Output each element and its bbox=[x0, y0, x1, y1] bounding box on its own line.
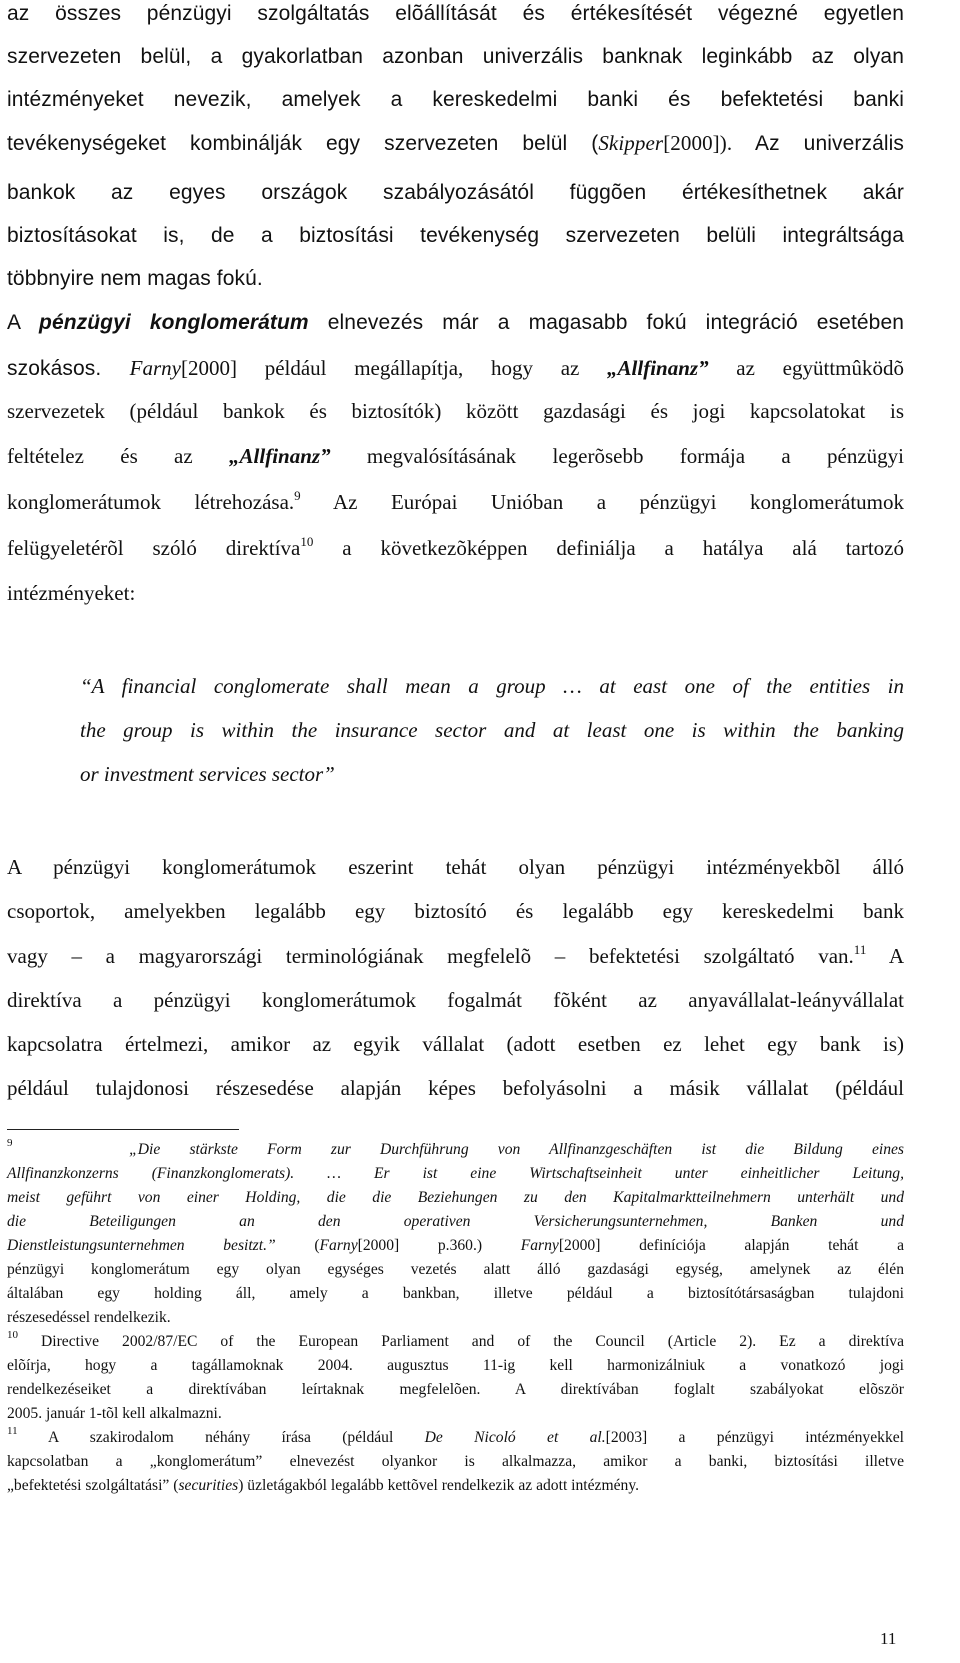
text-line: szervezeten belül, a gyakorlatban azonban univerzális banknak leginkább az olyan bbox=[7, 45, 904, 68]
text-line: az összes pénzügyi szolgáltatás elõállítását és értékesítését végezné egyetlen bbox=[7, 2, 904, 25]
text-line: intézményeket nevezik, amelyek a kereskedelmi banki és befektetési banki bbox=[7, 88, 904, 111]
text-line: tevékenységeket kombinálják egy szervezeten belül (Skipper[2000]). Az univerzális bbox=[7, 131, 904, 155]
text-line: 2005. január 1-tõl kell alkalmazni. bbox=[7, 1405, 222, 1422]
text-line: direktíva a pénzügyi konglomerátumok fogalmát fõként az anyavállalat-leányvállalat bbox=[7, 988, 904, 1012]
text-line: részesedéssel rendelkezik. bbox=[7, 1309, 171, 1326]
page-number: 11 bbox=[880, 1629, 897, 1648]
text-line: többnyire nem magas fokú. bbox=[7, 267, 263, 290]
key-term: „Allfinanz” bbox=[607, 356, 709, 380]
footnote-9: $^9$ „Die stärkste Form zur Durchführung von Allfinanzgeschäften ist die Bildung eines bbox=[7, 1137, 904, 1158]
text-line: szokásos. Farny[2000] például megállapítja, hogy az „Allfinanz” az együttmûködõ bbox=[7, 356, 904, 380]
text-line: elõírja, hogy a tagállamoknak 2004. augusztus 11-ig kell harmonizálniuk a vonatkozó jogi bbox=[7, 1357, 904, 1374]
text-line: bankok az egyes országok szabályozásától függõen értékesíthetnek akár bbox=[7, 181, 904, 204]
text-line: szervezetek (például bankok és biztosítók) között gazdasági és jogi kapcsolatokat is bbox=[7, 399, 904, 423]
text-line: intézményeket: bbox=[7, 581, 136, 605]
footnote-number: 11 bbox=[7, 1425, 18, 1437]
citation: Skipper bbox=[598, 131, 664, 155]
text-line: biztosításokat is, de a biztosítási tevékenység szervezeten belüli integráltsága bbox=[7, 224, 904, 247]
quote-line: the group is within the insurance sector and at least one is within the banking bbox=[80, 718, 904, 742]
text-line: konglomerátumok létrehozása.$^9$ Az Európai Unióban a pénzügyi konglomerátumok bbox=[7, 488, 904, 514]
footnote-number: 10 bbox=[7, 1329, 18, 1341]
text-line: die Beteiligungen an den operativen Versicherungsunternehmen, Banken und bbox=[7, 1213, 904, 1230]
citation: Farny bbox=[319, 1237, 358, 1254]
key-term: „Allfinanz” bbox=[229, 444, 331, 468]
text-line: például tulajdonosi részesedése alapján képes befolyásolni a másik vállalat (például bbox=[7, 1076, 904, 1100]
footnote-ref[interactable]: 9 bbox=[294, 488, 301, 503]
text-line: Allfinanzkonzerns (Finanzkonglomerats). … Er ist eine Wirtschaftseinheit unter einheitlicher Leitung, bbox=[7, 1165, 904, 1182]
footnote-10: $^{10}$ Directive 2002/87/EC of the European Parliament and of the Council (Article 2). Ez a direktíva bbox=[7, 1329, 904, 1350]
text-line: vagy – a magyarországi terminológiának megfelelõ – befektetési szolgáltató van.$^{11}$ A bbox=[7, 942, 904, 968]
text-line: csoportok, amelyekben legalább egy biztosító és legalább egy kereskedelmi bank bbox=[7, 899, 904, 923]
text-line: kapcsolatra értelmezi, amikor az egyik vállalat (adott esetben ez lehet egy bank is) bbox=[7, 1032, 904, 1056]
text-line: feltételez és az „Allfinanz” megvalósításának legerõsebb formája a pénzügyi bbox=[7, 444, 905, 468]
text-line: „befektetési szolgáltatási” (securities) üzletágakból legalább kettõvel rendelkezik az adott intézmény. bbox=[7, 1477, 640, 1494]
text-line: A pénzügyi konglomerátum elnevezés már a magasabb fokú integráció esetében bbox=[7, 311, 905, 334]
footnote-separator bbox=[7, 1129, 239, 1130]
text-line: Dienstleistungsunternehmen besitzt.” (Farny[2000] p.360.) Farny[2000] definíciója alapján tehát a bbox=[7, 1237, 904, 1254]
quote-line: “A financial conglomerate shall mean a group … at east one of the entities in bbox=[80, 674, 904, 698]
text-line: meist geführt von einer Holding, die die Beziehungen zu den Kapitalmarktteilnehmern unterhält und bbox=[7, 1189, 904, 1206]
quote-line: or investment services sector” bbox=[80, 762, 335, 786]
key-term: pénzügyi konglomerátum bbox=[39, 311, 309, 334]
text-line: pénzügyi konglomerátum egy olyan egységes vezetés alatt álló gazdasági egység, amelynek az élén bbox=[7, 1261, 904, 1278]
text-line: általában egy holding áll, amely a bankban, illetve például a biztosítótársaságban tulajdoni bbox=[7, 1285, 904, 1302]
text-line: A pénzügyi konglomerátumok eszerint tehát olyan pénzügyi intézményekbõl álló bbox=[7, 855, 904, 879]
footnote-11: $^{11}$ A szakirodalom néhány írása (például De Nicoló et al.[2003] a pénzügyi intézményekkel bbox=[7, 1425, 904, 1446]
citation: Farny bbox=[129, 356, 181, 380]
footnote-ref[interactable]: 11 bbox=[853, 942, 867, 957]
text-line: felügyeletérõl szóló direktíva$^{10}$ a következõképpen definiálja a hatálya alá tartozó bbox=[7, 534, 904, 560]
text-line: rendelkezéseiket a direktívában leírtaknak megfelelõen. A direktívában foglalt szabályokat elõször bbox=[7, 1381, 904, 1398]
citation: Farny bbox=[520, 1237, 559, 1254]
text-line: kapcsolatban a „konglomerátum” elnevezést olyankor is alkalmazza, amikor a banki, biztosítási illetve bbox=[7, 1453, 904, 1470]
citation: De Nicoló et al. bbox=[424, 1429, 606, 1446]
footnote-number: 9 bbox=[7, 1137, 13, 1149]
footnote-ref[interactable]: 10 bbox=[300, 534, 314, 549]
